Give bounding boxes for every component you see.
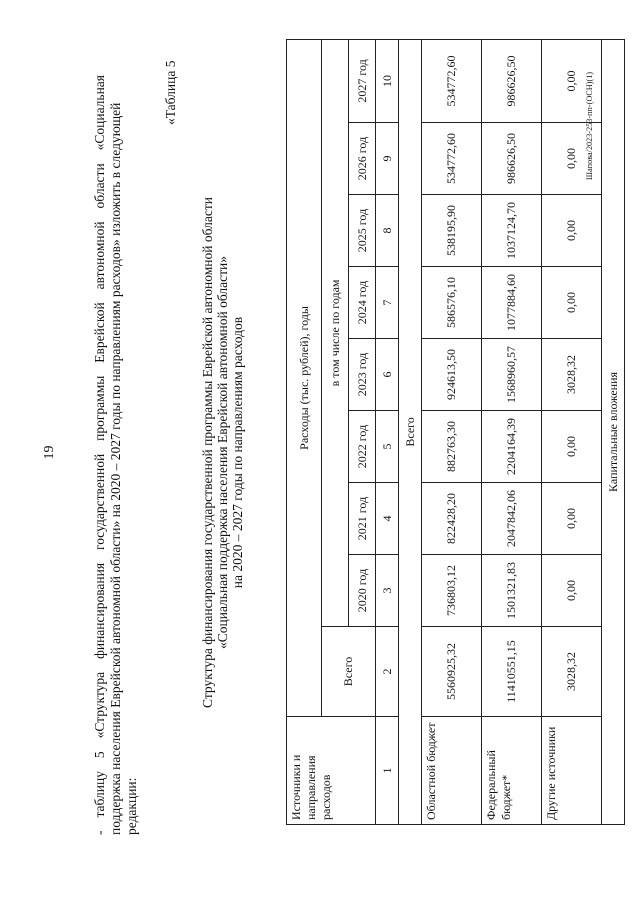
row-value: 534772,60: [422, 123, 482, 195]
row-value: 3028,32: [542, 339, 602, 411]
row-value: 1037124,70: [482, 195, 542, 267]
row-value: 986626,50: [482, 39, 542, 122]
row-total: 3028,32: [542, 627, 602, 717]
intro-line-1: - таблицу 5 «Структура финансирования государственной программы Еврейской автономной области «Социальная: [92, 75, 107, 835]
caption-line-2: «Социальная поддержка населения Еврейской автономной области»: [215, 255, 230, 650]
column-number: 6: [376, 339, 399, 411]
row-source: Федеральный бюджет*: [482, 717, 542, 825]
intro-paragraph: [92, 75, 140, 835]
header-year: 2027 год: [349, 39, 376, 122]
row-value: 0,00: [542, 195, 602, 267]
document-code: Шапова/2023-253-пп-(ОСН)(1): [585, 71, 594, 180]
intro-line-3: редакции:: [124, 777, 139, 835]
row-value: 0,00: [542, 411, 602, 483]
row-total: 11410551,15: [482, 627, 542, 717]
row-value: 0,00: [542, 267, 602, 339]
row-value: 2204164,39: [482, 411, 542, 483]
column-number: 8: [376, 195, 399, 267]
column-number: 7: [376, 267, 399, 339]
header-year: 2020 год: [349, 555, 376, 627]
row-total: 5560925,32: [422, 627, 482, 717]
header-year: 2023 год: [349, 339, 376, 411]
column-number: 2: [376, 627, 399, 717]
header-year: 2024 год: [349, 267, 376, 339]
header-total: Всего: [322, 627, 376, 717]
row-value: 534772,60: [422, 39, 482, 122]
row-value: 1077884,60: [482, 267, 542, 339]
row-value: 0,00: [542, 123, 602, 195]
header-year: 2022 год: [349, 411, 376, 483]
header-source: Источники и направления расходов: [287, 717, 376, 825]
row-value: 0,00: [542, 555, 602, 627]
caption-line-3: на 2020 – 2027 годы по направлениям расходов: [230, 316, 245, 589]
row-value: 586576,10: [422, 267, 482, 339]
financing-table: [286, 39, 625, 825]
column-number: 3: [376, 555, 399, 627]
intro-line-2: поддержка населения Еврейской автономной области» на 2020 – 2027 годы по направлениям расходов» изложить в следующей: [108, 102, 123, 835]
table-row: [422, 39, 482, 824]
table-caption: [200, 0, 245, 905]
row-value: 1501321,83: [482, 555, 542, 627]
header-year: 2021 год: [349, 483, 376, 555]
section-total-heading: Всего: [399, 39, 422, 824]
column-number: 4: [376, 483, 399, 555]
column-number: 5: [376, 411, 399, 483]
column-number: 9: [376, 123, 399, 195]
row-value: 0,00: [542, 39, 602, 122]
row-value: 986626,50: [482, 123, 542, 195]
row-value: 822428,20: [422, 483, 482, 555]
header-year: 2026 год: [349, 123, 376, 195]
header-year: 2025 год: [349, 195, 376, 267]
row-value: 1568960,57: [482, 339, 542, 411]
row-value: 0,00: [542, 483, 602, 555]
caption-line-1: Структура финансирования государственной программы Еврейской автономной области: [200, 197, 215, 708]
table-row: [482, 39, 542, 824]
header-expenses: Расходы (тыс. рублей), годы: [287, 39, 322, 716]
column-number: 1: [376, 717, 399, 825]
row-source: Областной бюджет: [422, 717, 482, 825]
row-value: 736803,12: [422, 555, 482, 627]
row-value: 924613,50: [422, 339, 482, 411]
row-source: Другие источники: [542, 717, 602, 825]
row-value: 2047842,06: [482, 483, 542, 555]
table-label: «Таблица 5: [163, 60, 178, 125]
section-capital-heading: Капитальные вложения: [602, 39, 625, 824]
column-number: 10: [376, 39, 399, 122]
header-including: в том числе по годам: [322, 39, 349, 626]
row-value: 538195,90: [422, 195, 482, 267]
row-value: 882763,30: [422, 411, 482, 483]
page-number: 19: [42, 445, 57, 460]
